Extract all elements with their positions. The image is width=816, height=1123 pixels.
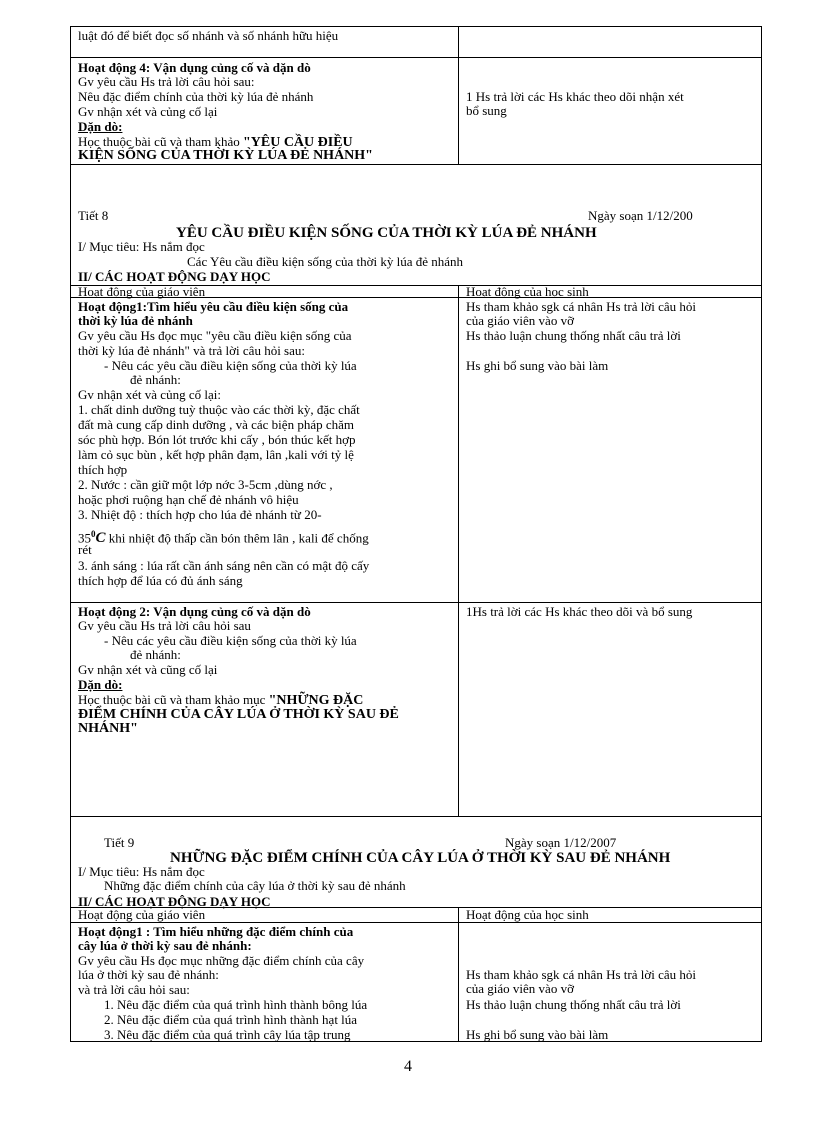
activity-heading: Hoạt động 4: Vận dụng củng cố và dặn dò: [78, 60, 311, 75]
text-line: 3. Nêu đặc điểm của quá trình cây lúa tập trung: [104, 1027, 351, 1042]
text-line: đất mà cung cấp dinh dưỡng , và các biện pháp chăm: [78, 417, 354, 432]
text-line: lúa ở thời kỳ sau đẻ nhánh:: [78, 967, 219, 982]
prep-date: Ngày soạn 1/12/200: [588, 208, 693, 223]
text-line: 3. ánh sáng : lúa rất cần ánh sáng nên cần có mật độ cấy: [78, 558, 370, 573]
lesson-title: YÊU CẦU ĐIỀU KIỆN SỐNG CỦA THỜI KỲ LÚA ĐẺ NHÁNH: [176, 225, 597, 241]
homework-text: Học thuộc bài cũ và tham khảo "YÊU CẦU ĐIỀU: [78, 134, 353, 150]
objective-detail: Những đặc điểm chính của cây lúa ở thời kỳ sau đẻ nhánh: [104, 878, 406, 893]
student-activity: Hs tham khảo sgk cá nhân Hs trả lời câu hỏi: [466, 299, 696, 314]
activity-heading: thời kỳ lúa đẻ nhánh: [78, 313, 193, 328]
row-divider: [70, 164, 762, 165]
row-divider: [70, 816, 762, 817]
page-number: 4: [404, 1058, 412, 1075]
section-heading: II/ CÁC HOẠT ĐỘNG DẠY HỌC: [78, 269, 271, 284]
row-divider: [70, 922, 762, 923]
homework-label: Dặn dò:: [78, 119, 123, 134]
activity-heading: Hoạt động1:Tìm hiểu yêu cầu điều kiện sống của: [78, 299, 349, 314]
student-activity: Hs thảo luận chung thống nhất câu trả lời: [466, 328, 681, 343]
homework-text: ĐIỂM CHÍNH CỦA CÂY LÚA Ở THỜI KỲ SAU ĐẺ: [78, 707, 399, 722]
column-header-teacher: Hoạt động của giáo viên: [78, 284, 206, 299]
text-line: - Nêu các yêu cầu điều kiện sống của thời kỳ lúa: [104, 358, 357, 373]
activity-heading: Hoạt động1 : Tìm hiểu những đặc điểm chính của: [78, 924, 354, 939]
objective: I/ Mục tiêu: Hs nắm đọc: [78, 239, 205, 254]
activity-heading: Hoạt động 2: Vận dụng củng cố và dặn dò: [78, 604, 311, 619]
student-activity: của giáo viên vào vỡ: [466, 313, 574, 328]
section-heading: II/ CÁC HOẠT ĐỘNG DẠY HỌC: [78, 894, 271, 909]
text-line: Gv yêu cầu Hs trả lời câu hỏi sau:: [78, 74, 255, 89]
text-line: Nêu đặc điểm chính của thời kỳ lúa đẻ nhánh: [78, 89, 314, 104]
text-line: đẻ nhánh:: [130, 647, 181, 662]
column-divider: [458, 26, 459, 164]
text-line: 2. Nêu đặc điểm của quá trình hình thành hạt lúa: [104, 1012, 358, 1027]
lesson-number: Tiết 9: [104, 835, 135, 850]
text-line: 3. Nhiệt độ : thích hợp cho lúa đẻ nhánh từ 20-: [78, 507, 322, 522]
text-line: Gv yêu cầu Hs đọc mục "yêu cầu điều kiện sống của: [78, 328, 352, 343]
column-header-student: Hoạt động của học sinh: [466, 907, 589, 922]
lesson-number: Tiết 8: [78, 208, 109, 223]
column-divider: [458, 285, 459, 816]
text-line: Gv yêu cầu Hs đọc mục những đặc điểm chính của cây: [78, 953, 365, 968]
row-divider: [70, 602, 762, 603]
text-line: - Nêu các yêu cầu điều kiện sống của thời kỳ lúa: [104, 633, 357, 648]
student-activity: 1 Hs trả lời các Hs khác theo dõi nhận xét: [466, 89, 684, 104]
text-line: Gv yêu cầu Hs trả lời câu hỏi sau: [78, 618, 251, 633]
text-line: hoặc phơi ruộng hạn chế đẻ nhánh vô hiệu: [78, 492, 299, 507]
text-line: thích hợp để lúa có đủ ánh sáng: [78, 573, 243, 588]
student-activity: Hs tham khảo sgk cá nhân Hs trả lời câu hỏi: [466, 967, 696, 982]
column-header-student: Hoạt động của học sinh: [466, 284, 589, 299]
activity-heading: cây lúa ở thời kỳ sau đẻ nhánh:: [78, 938, 252, 953]
column-divider: [458, 907, 459, 1042]
student-activity: Hs ghi bổ sung vào bài làm: [466, 1027, 609, 1042]
text-line: đẻ nhánh:: [130, 372, 181, 387]
student-activity: Hs ghi bổ sung vào bài làm: [466, 358, 609, 373]
text-line: 1. chất dinh dưỡng tuỳ thuộc vào các thời kỳ, đặc chất: [78, 402, 360, 417]
homework-label: Dặn dò:: [78, 677, 123, 692]
student-activity: Hs thảo luận chung thống nhất câu trả lời: [466, 997, 681, 1012]
temperature-line: $35^0C$ khi nhiệt độ thấp cần bón thêm lân , kali để chống: [78, 529, 369, 547]
student-activity: của giáo viên vào vỡ: [466, 981, 574, 996]
text-line: Gv nhận xét và cũng cố lại: [78, 662, 218, 677]
text-line: sóc phù hợp. Bón lót trước khi cấy , bón thúc kết hợp: [78, 432, 356, 447]
homework-text: NHÁNH": [78, 721, 138, 736]
objective: I/ Mục tiêu: Hs nắm đọc: [78, 864, 205, 879]
text-line: rét: [78, 542, 92, 557]
column-header-teacher: Hoạt động của giáo viên: [78, 907, 206, 922]
prep-date: Ngày soạn 1/12/2007: [505, 835, 617, 850]
row-divider: [70, 57, 762, 58]
text-line: làm cỏ sục bùn , kết hợp phân đạm, lân ,kali với tỷ lệ: [78, 447, 354, 462]
lesson-title: NHỮNG ĐẶC ĐIỂM CHÍNH CỦA CÂY LÚA Ở THỜI KỲ SAU ĐẺ NHÁNH: [170, 850, 671, 866]
homework-text: KIỆN SỐNG CỦA THỜI KỲ LÚA ĐẺ NHÁNH": [78, 148, 373, 163]
carryover-text: luật đó để biết đọc số nhánh và số nhánh hữu hiệu: [78, 28, 339, 43]
text-line: thích hợp: [78, 462, 128, 477]
objective-detail: Các Yêu cầu điều kiện sống của thời kỳ lúa đẻ nhánh: [187, 254, 464, 269]
student-activity: bổ sung: [466, 103, 507, 118]
text-line: Gv nhận xét và củng cố lại: [78, 104, 218, 119]
text-line: Gv nhận xét và củng cố lại:: [78, 387, 221, 402]
text-line: thời kỳ lúa đẻ nhánh" và trả lời câu hỏi sau:: [78, 343, 305, 358]
text-line: 2. Nước : cần giữ một lớp nớc 3-5cm ,dùng nớc ,: [78, 477, 333, 492]
homework-text: Học thuộc bài cũ và tham khảo mục "NHỮNG ĐẶC: [78, 692, 364, 708]
student-activity: 1Hs trả lời các Hs khác theo dõi và bổ sung: [466, 604, 693, 619]
text-line: 1. Nêu đặc điểm của quá trình hình thành bông lúa: [104, 997, 368, 1012]
text-line: và trả lời câu hỏi sau:: [78, 982, 190, 997]
